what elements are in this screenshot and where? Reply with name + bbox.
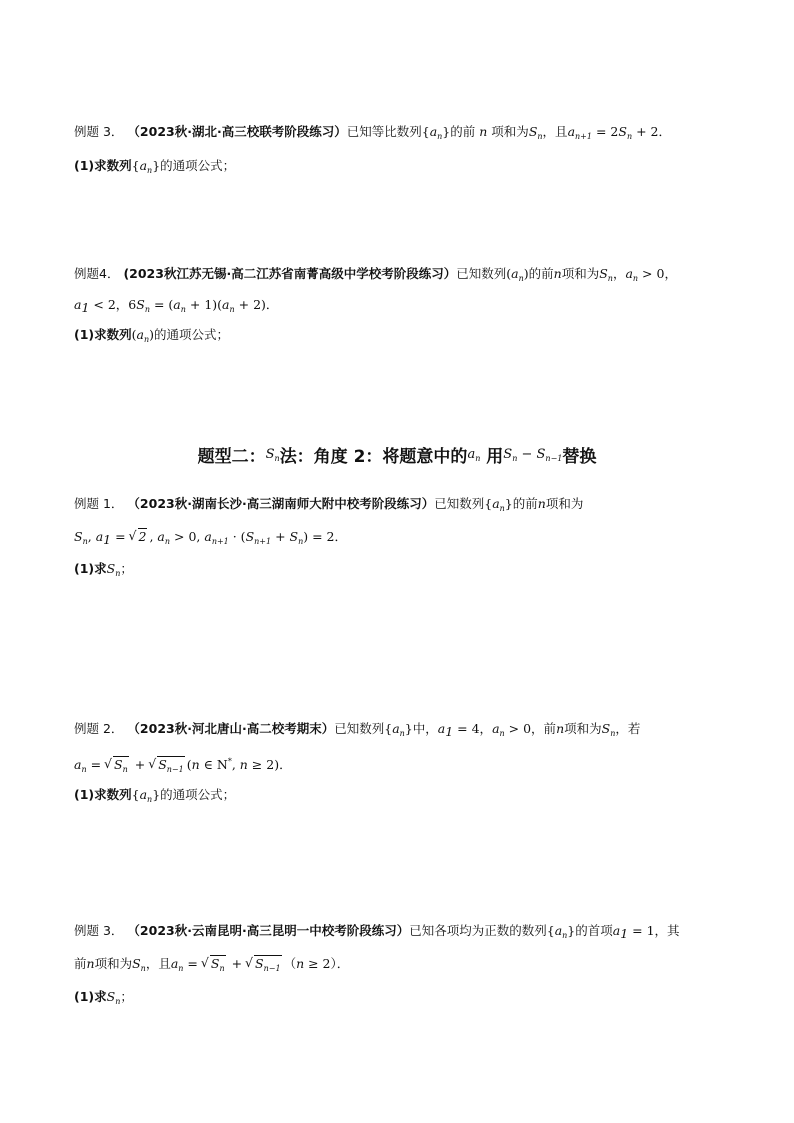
example-2-question-1: (1)求数列$\{a_n\}$的通项公式；	[74, 787, 236, 804]
example-3b-question-1: (1)求$S_n$；	[74, 989, 133, 1006]
example-source: （2023秋·湖北·高三校联考阶段练习）	[127, 124, 347, 139]
example-3b-statement: 例题 3． （2023秋·云南昆明·高三昆明一中校考阶段练习）已知各项均为正数的数列$\{a_n\}$的首项$a_1 = 1$，其	[74, 923, 680, 941]
example-2-statement-cont: $a_n$ = √ $S_n$ + √ $S_{n-1}$ (n ∈ N*, n ≥ 2)．	[74, 753, 292, 779]
example-label: 例题 2．	[74, 721, 124, 736]
example-label: 例题 3．	[74, 923, 124, 938]
example-3b-statement-cont: 前n项和为$S_n$，且$a_n$ = √ $S_n$ + √ $S_{n-1}$ （n ≥ 2）．	[74, 955, 349, 978]
example-2-statement: 例题 2． （2023秋·河北唐山·高二校考期末）已知数列$\{a_n\}$中，$a_1 = 4$，$a_n > 0$，前n项和为$S_n$，若	[74, 721, 641, 739]
example-1-statement-cont: $S_n$, $a_1$ = √ 2 , $a_n > 0$, $a_{n+1} \cdot (S_{n+1} + S_n) = 2$．	[74, 528, 347, 551]
example-4-statement-cont: $a_1 < 2$，$6S_n = (a_n + 1)(a_n + 2)$．	[74, 297, 279, 315]
example-3a-question-1: (1)求数列$\{a_n\}$的通项公式；	[74, 158, 236, 175]
example-1-question-1: (1)求$S_n$；	[74, 561, 133, 578]
example-4-statement: 例题4． (2023秋江苏无锡·高二江苏省南菁高级中学校考阶段练习）已知数列$(a_n)$的前n项和为$S_n$，$a_n > 0$，	[74, 266, 677, 283]
example-1-statement: 例题 1． （2023秋·湖南长沙·高三湖南师大附中校考阶段练习）已知数列$\{a_n\}$的前n项和为	[74, 496, 584, 513]
example-label: 例题4．	[74, 266, 120, 281]
example-source: （2023秋·云南昆明·高三昆明一中校考阶段练习）	[127, 923, 410, 938]
example-source: (2023秋江苏无锡·高二江苏省南菁高级中学校考阶段练习）	[123, 266, 457, 281]
example-label: 例题 3．	[74, 124, 124, 139]
example-source: （2023秋·河北唐山·高二校考期末）	[127, 721, 335, 736]
example-source: （2023秋·湖南长沙·高三湖南师大附中校考阶段练习）	[127, 496, 435, 511]
example-4-question-1: (1)求数列$(a_n)$的通项公式；	[74, 327, 230, 344]
example-3a-statement: 例题 3． （2023秋·湖北·高三校联考阶段练习）已知等比数列$\{a_n\}$的前 n 项和为$S_n$，且$a_{n+1} = 2S_n + 2$．	[74, 124, 671, 141]
section-heading: 题型二：$^{S_n}$法：角度 2：将题意中的$^{a_n}$ 用$^{S_n - S_{n-1}}$替换	[197, 447, 597, 467]
example-label: 例题 1．	[74, 496, 124, 511]
